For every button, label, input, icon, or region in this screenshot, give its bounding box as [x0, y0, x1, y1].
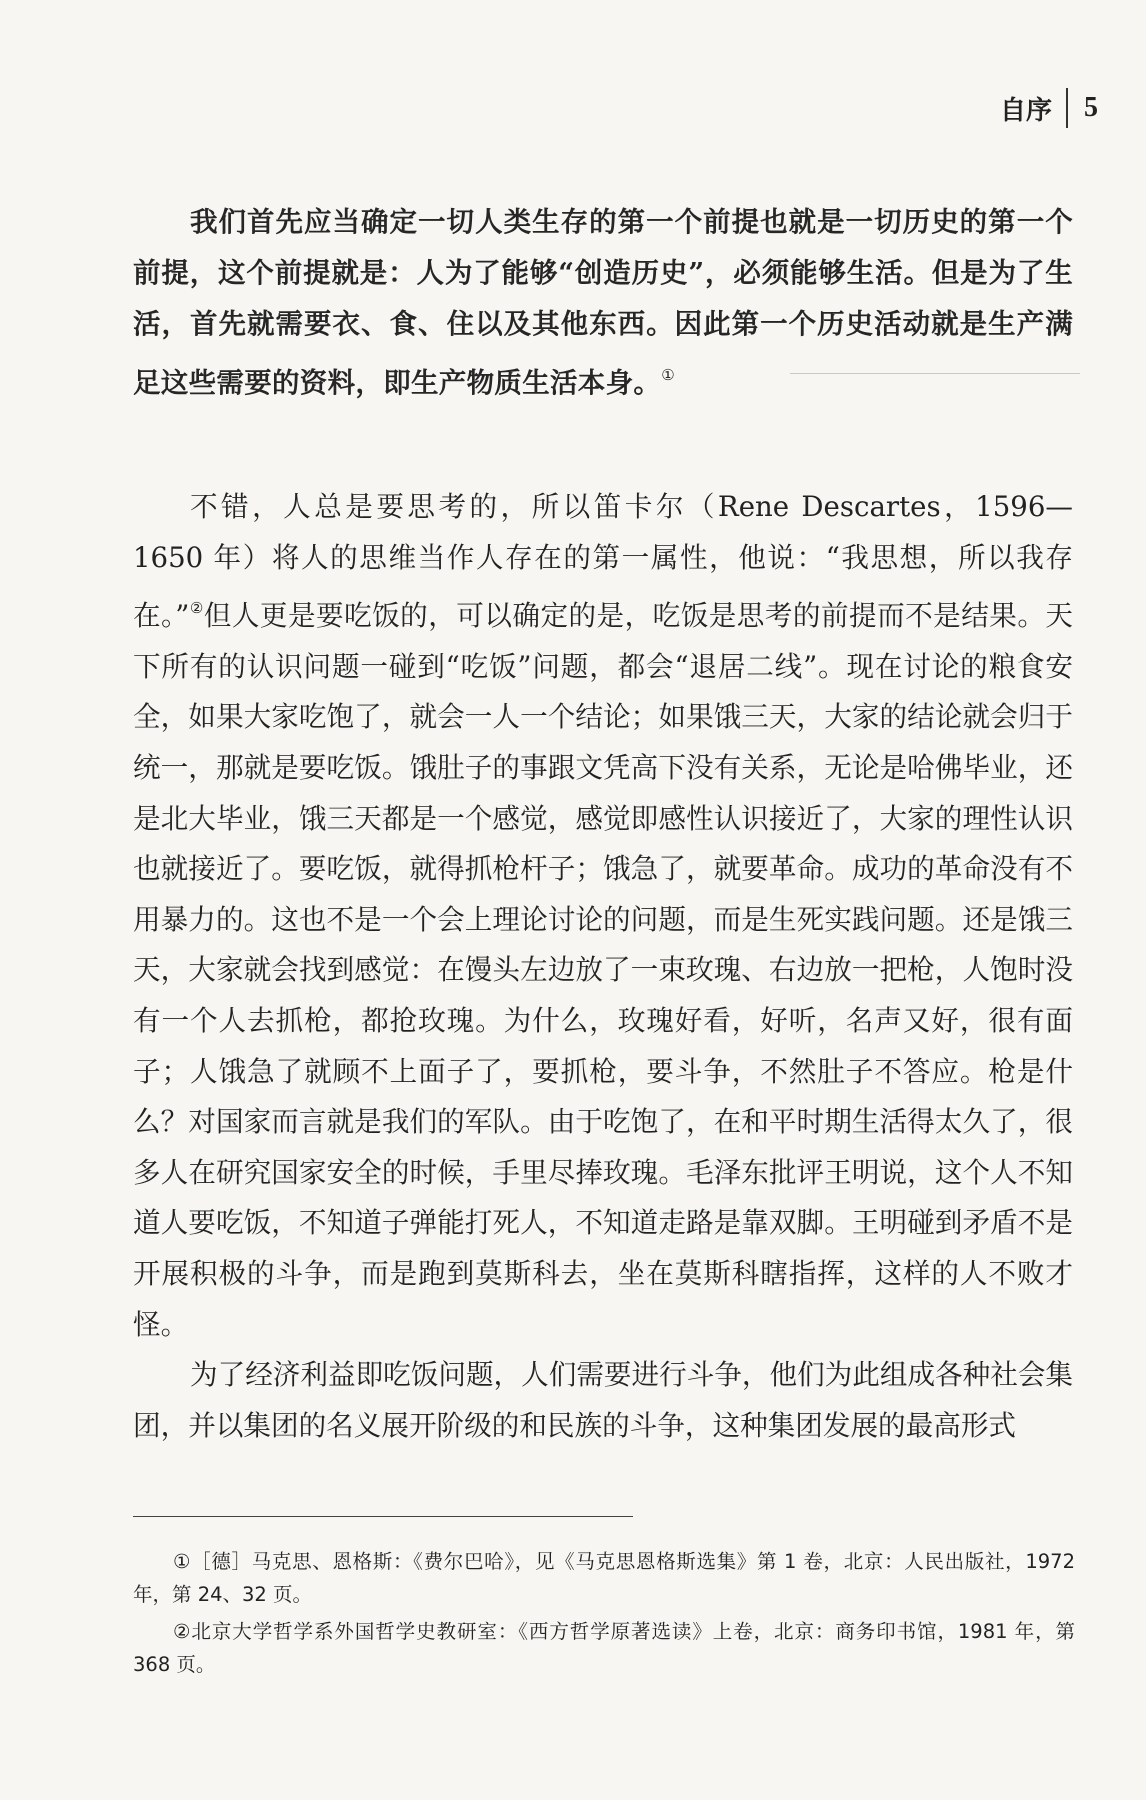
quote-trailing-line [790, 373, 1080, 374]
body-text [133, 482, 1073, 1451]
paragraph-1-footnote-mark: ② [189, 599, 204, 618]
paragraph-2: 为了经济利益即吃饭问题，人们需要进行斗争，他们为此组成各种社会集团，并以集团的名义展开阶级的和民族的斗争，这种集团发展的最高形式 [133, 1358, 1074, 1442]
paragraph-1-part-b: 但人更是要吃饭的，可以确定的是，吃饭是思考的前提而不是结果。天下所有的认识问题一碰到“吃饭”问题，都会“退居二线”。现在讨论的粮食安全，如果大家吃饱了，就会一人一个结论；如果饿三天，大家的结论就会归于统一，那就是要吃饭。饿肚子的事跟文凭高下没有关系，无论是哈佛毕业，还是北大毕业，饿三天都是一个感觉，感觉即感性认识接近了，大家的理性认识也就接近了。要吃饭，就得抓枪杆子；饿急了，就要革命。成功的革命没有不用暴力的。这也不是一个会上理论讨论的问题，而是生死实践问题。还是饿三天，大家就会找到感觉：在馒头左边放了一束玫瑰、右边放一把枪，人饱时没有一个人去抓枪，都抢玫瑰。为什么，玫瑰好看，好听，名声又好，很有面子；人饿急了就顾不上面子了，要抓枪，要斗争，不然肚子不答应。枪是什么？对国家而言就是我们的军队。由于吃饱了，在和平时期生活得太久了，很多人在研究国家安全的时候，手里尽捧玫瑰。毛泽东批评王明说，这个人不知道人要吃饭，不知道子弹能打死人，不知道走路是靠双脚。王明碰到矛盾不是开展积极的斗争，而是跑到莫斯科去，坐在莫斯科瞎指挥，这样的人不败才怪。 [133, 599, 1073, 1341]
paragraph-1 [133, 482, 1073, 1350]
footnote-divider [133, 1516, 633, 1517]
quote-footnote-mark: ① [661, 366, 675, 384]
footnote-2: ②北京大学哲学系外国哲学史教研室：《西方哲学原著选读》上卷，北京：商务印书馆，1981 年，第 368 页。 [133, 1620, 1075, 1676]
paragraph-1-part-a: 不错，人总是要思考的，所以笛卡尔（Rene Descartes，1596—1650 年）将人的思维当作人存在的第一属性，他说：“我思想，所以我存在。” [133, 490, 1073, 633]
header-divider [1066, 88, 1068, 128]
footnotes [133, 1545, 1075, 1685]
section-title: 自序 [999, 95, 1052, 126]
footnote-1: ①［德］马克思、恩格斯：《费尔巴哈》，见《马克思恩格斯选集》第 1 卷，北京：人民出版社，1972 年，第 24、32 页。 [133, 1550, 1075, 1606]
quote-text: 我们首先应当确定一切人类生存的第一个前提也就是一切历史的第一个前提，这个前提就是：人为了能够“创造历史”，必须能够生活。但是为了生活，首先就需要衣、食、住以及其他东西。因此第一个历史活动就是生产满足这些需要的资料，即生产物质生活本身。 [133, 206, 1073, 399]
block-quote [133, 197, 1073, 409]
page-number: 5 [1084, 92, 1098, 123]
running-header [1000, 88, 1098, 128]
